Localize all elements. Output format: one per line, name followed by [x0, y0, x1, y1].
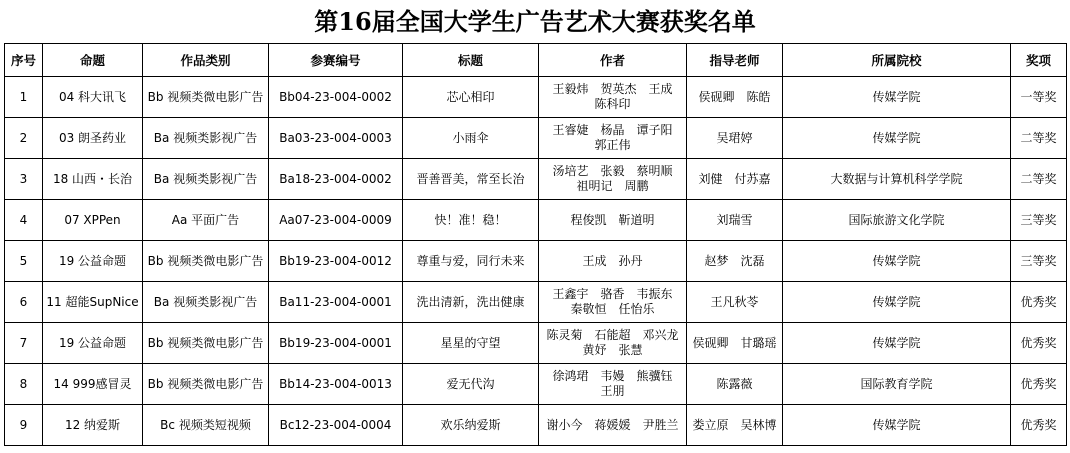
cell-no: 7 [5, 323, 43, 364]
cell-no: 8 [5, 364, 43, 405]
column-header: 标题 [403, 44, 539, 77]
cell-category: Bb 视频类微电影广告 [143, 323, 269, 364]
cell-advisors: 侯砚卿 甘璐瑶 [687, 323, 783, 364]
table-row [5, 323, 1067, 364]
cell-code: Bb04-23-004-0002 [269, 77, 403, 118]
cell-work-title: 欢乐纳爱斯 [403, 405, 539, 446]
cell-code: Bb19-23-004-0001 [269, 323, 403, 364]
cell-school: 传媒学院 [783, 241, 1011, 282]
cell-no: 2 [5, 118, 43, 159]
cell-authors: 徐鸿珺 韦嫚 熊骥钰 王朋 [539, 364, 687, 405]
cell-no: 5 [5, 241, 43, 282]
cell-code: Bc12-23-004-0004 [269, 405, 403, 446]
table-row [5, 118, 1067, 159]
cell-authors: 汤培艺 张毅 蔡明顺 祖明记 周鹏 [539, 159, 687, 200]
table-row [5, 159, 1067, 200]
cell-category: Bb 视频类微电影广告 [143, 241, 269, 282]
cell-work-title: 芯心相印 [403, 77, 539, 118]
column-header: 奖项 [1011, 44, 1067, 77]
cell-no: 3 [5, 159, 43, 200]
table-row [5, 282, 1067, 323]
cell-topic: 18 山西・长治 [43, 159, 143, 200]
awards-table [4, 43, 1067, 446]
cell-code: Aa07-23-004-0009 [269, 200, 403, 241]
cell-category: Bb 视频类微电影广告 [143, 364, 269, 405]
cell-school: 传媒学院 [783, 77, 1011, 118]
table-row [5, 241, 1067, 282]
cell-award: 优秀奖 [1011, 364, 1067, 405]
cell-school: 传媒学院 [783, 282, 1011, 323]
cell-no: 9 [5, 405, 43, 446]
cell-award: 二等奖 [1011, 159, 1067, 200]
cell-topic: 11 超能SupNice [43, 282, 143, 323]
cell-category: Ba 视频类影视广告 [143, 159, 269, 200]
cell-authors: 王鑫宇 骆香 韦振东 秦敬恒 任怡乐 [539, 282, 687, 323]
cell-award: 三等奖 [1011, 241, 1067, 282]
cell-advisors: 吴珺婷 [687, 118, 783, 159]
table-row [5, 77, 1067, 118]
cell-topic: 19 公益命题 [43, 241, 143, 282]
cell-school: 大数据与计算机科学学院 [783, 159, 1011, 200]
cell-work-title: 晋善晋美，常至长治 [403, 159, 539, 200]
table-row [5, 364, 1067, 405]
page-title: 第16届全国大学生广告艺术大赛获奖名单 [314, 7, 756, 36]
header-row [5, 44, 1067, 77]
column-header: 参赛编号 [269, 44, 403, 77]
table-row [5, 200, 1067, 241]
cell-authors: 陈灵菊 石能超 邓兴龙 黄妤 张慧 [539, 323, 687, 364]
cell-award: 一等奖 [1011, 77, 1067, 118]
cell-school: 国际旅游文化学院 [783, 200, 1011, 241]
cell-award: 优秀奖 [1011, 282, 1067, 323]
cell-topic: 04 科大讯飞 [43, 77, 143, 118]
cell-work-title: 洗出清新，洗出健康 [403, 282, 539, 323]
cell-code: Bb19-23-004-0012 [269, 241, 403, 282]
cell-work-title: 尊重与爱，同行未来 [403, 241, 539, 282]
cell-authors: 王睿婕 杨晶 谭子阳 郭正伟 [539, 118, 687, 159]
table-row [5, 405, 1067, 446]
column-header: 指导老师 [687, 44, 783, 77]
cell-work-title: 快！准！稳！ [403, 200, 539, 241]
column-header: 作品类别 [143, 44, 269, 77]
cell-category: Ba 视频类影视广告 [143, 118, 269, 159]
cell-award: 优秀奖 [1011, 405, 1067, 446]
cell-work-title: 爱无代沟 [403, 364, 539, 405]
cell-no: 6 [5, 282, 43, 323]
cell-no: 1 [5, 77, 43, 118]
cell-category: Bc 视频类短视频 [143, 405, 269, 446]
cell-code: Ba03-23-004-0003 [269, 118, 403, 159]
cell-authors: 程俊凯 靳道明 [539, 200, 687, 241]
cell-advisors: 王凡秋苓 [687, 282, 783, 323]
cell-topic: 14 999感冒灵 [43, 364, 143, 405]
cell-authors: 王毅炜 贺英杰 王成 陈科印 [539, 77, 687, 118]
column-header: 序号 [5, 44, 43, 77]
column-header: 所属院校 [783, 44, 1011, 77]
cell-advisors: 娄立原 吴林博 [687, 405, 783, 446]
cell-category: Aa 平面广告 [143, 200, 269, 241]
cell-code: Ba11-23-004-0001 [269, 282, 403, 323]
cell-category: Bb 视频类微电影广告 [143, 77, 269, 118]
cell-advisors: 赵梦 沈磊 [687, 241, 783, 282]
cell-advisors: 侯砚卿 陈皓 [687, 77, 783, 118]
cell-award: 二等奖 [1011, 118, 1067, 159]
cell-topic: 19 公益命题 [43, 323, 143, 364]
cell-school: 传媒学院 [783, 118, 1011, 159]
cell-topic: 12 纳爱斯 [43, 405, 143, 446]
cell-award: 优秀奖 [1011, 323, 1067, 364]
cell-code: Bb14-23-004-0013 [269, 364, 403, 405]
cell-award: 三等奖 [1011, 200, 1067, 241]
cell-work-title: 星星的守望 [403, 323, 539, 364]
cell-work-title: 小雨伞 [403, 118, 539, 159]
cell-school: 传媒学院 [783, 323, 1011, 364]
cell-authors: 王成 孙丹 [539, 241, 687, 282]
cell-authors: 谢小今 蒋媛媛 尹胜兰 [539, 405, 687, 446]
cell-topic: 03 朗圣药业 [43, 118, 143, 159]
cell-school: 国际教育学院 [783, 364, 1011, 405]
cell-no: 4 [5, 200, 43, 241]
cell-code: Ba18-23-004-0002 [269, 159, 403, 200]
cell-advisors: 刘健 付苏嘉 [687, 159, 783, 200]
column-header: 作者 [539, 44, 687, 77]
cell-advisors: 刘瑞雪 [687, 200, 783, 241]
cell-topic: 07 XPPen [43, 200, 143, 241]
column-header: 命题 [43, 44, 143, 77]
cell-advisors: 陈露薇 [687, 364, 783, 405]
cell-school: 传媒学院 [783, 405, 1011, 446]
cell-category: Ba 视频类影视广告 [143, 282, 269, 323]
